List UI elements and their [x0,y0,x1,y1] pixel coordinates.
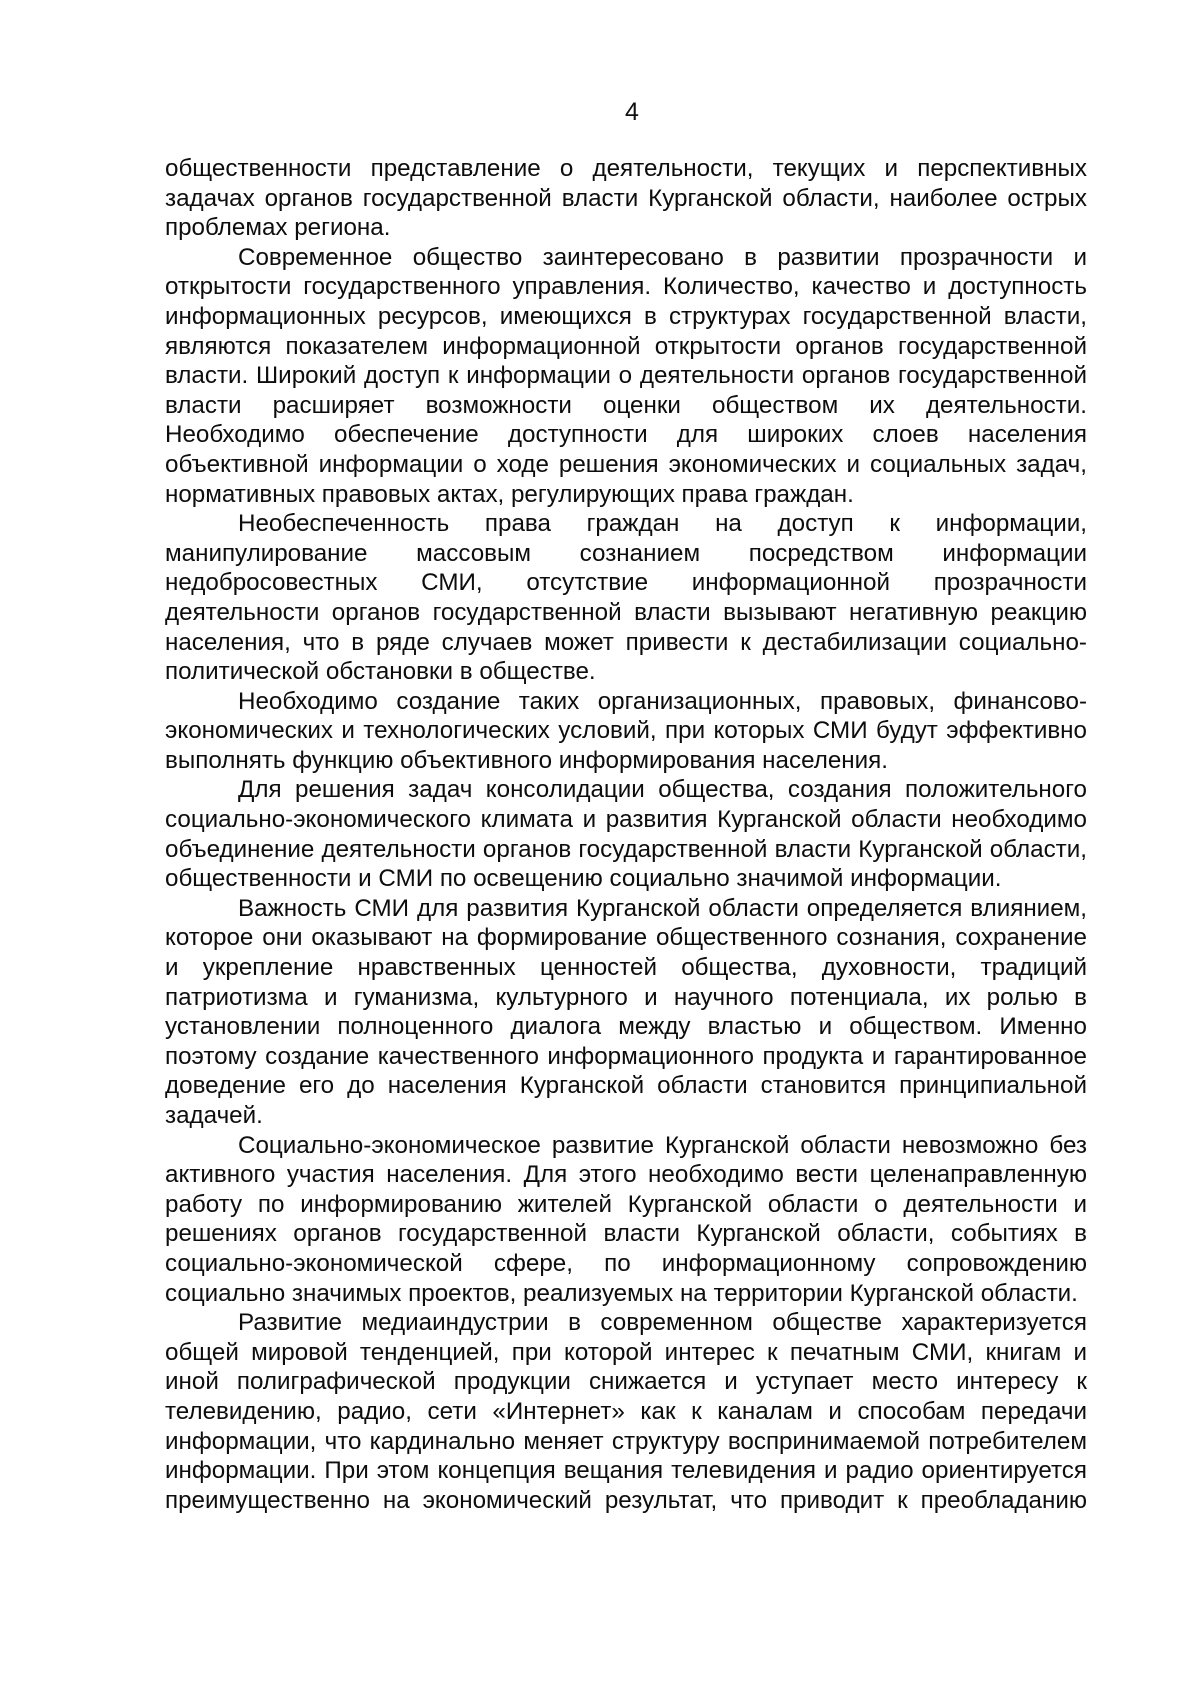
page-number: 4 [625,98,639,126]
paragraph-2: Современное общество заинтересовано в развитии прозрачности и открытости государственного управления. Количество, качество и доступность информационных ресурсов, имеющихся в структурах государственной власти, являются показателем информационной открытости органов государственной власти. Широкий доступ к информации о деятельности органов государственной власти расширяет возможности оценки обществом их деятельности. Необходимо обеспечение доступности для широких слоев населения объективной информации о ходе решения экономических и социальных задач, нормативных правовых актах, регулирующих права граждан. [165,243,1087,508]
paragraph-8: Развитие медиаиндустрии в современном обществе характеризуется общей мировой тенденцией, при которой интерес к печатным СМИ, книгам и иной полиграфической продукции снижается и уступает место интересу к телевидению, радио, сети «Интернет» как к каналам и способам передачи информации, что кардинально меняет структуру воспринимаемой потребителем информации. При этом концепция вещания телевидения и радио ориентируется преимущественно на экономический результат, что приводит к преобладанию [165,1309,1087,1514]
paragraph-4: Необходимо создание таких организационных, правовых, финансово-экономических и технологических условий, при которых СМИ будут эффективно выполнять функцию объективного информирования населения. [165,687,1087,774]
paragraph-3: Необеспеченность права граждан на доступ к информации, манипулирование массовым сознанием посредством информации недобросовестных СМИ, отсутствие информационной прозрачности деятельности органов государственной власти вызывают негативную реакцию населения, что в ряде случаев может привести к дестабилизации социально-политической обстановки в обществе. [165,510,1087,686]
document-body [165,154,1087,1515]
paragraph-6: Важность СМИ для развития Курганской области определяется влиянием, которое они оказывают на формирование общественного сознания, сохранение и укрепление нравственных ценностей общества, духовности, традиций патриотизма и гуманизма, культурного и научного потенциала, их ролью в установлении полноценного диалога между властью и обществом. Именно поэтому создание качественного информационного продукта и гарантированное доведение его до населения Курганской области становится принципиальной задачей. [165,894,1087,1129]
paragraph-5: Для решения задач консолидации общества, создания положительного социально-экономического климата и развития Курганской области необходимо объединение деятельности органов государственной власти Курганской области, общественности и СМИ по освещению социально значимой информации. [165,776,1087,893]
paragraph-7: Социально-экономическое развитие Курганской области невозможно без активного участия населения. Для этого необходимо вести целенаправленную работу по информированию жителей Курганской области о деятельности и решениях органов государственной власти Курганской области, событиях в социально-экономической сфере, по информационному сопровождению социально значимых проектов, реализуемых на территории Курганской области. [165,1131,1087,1307]
paragraph-1: общественности представление о деятельности, текущих и перспективных задачах органов государственной власти Курганской области, наиболее острых проблемах региона. [165,155,1087,242]
